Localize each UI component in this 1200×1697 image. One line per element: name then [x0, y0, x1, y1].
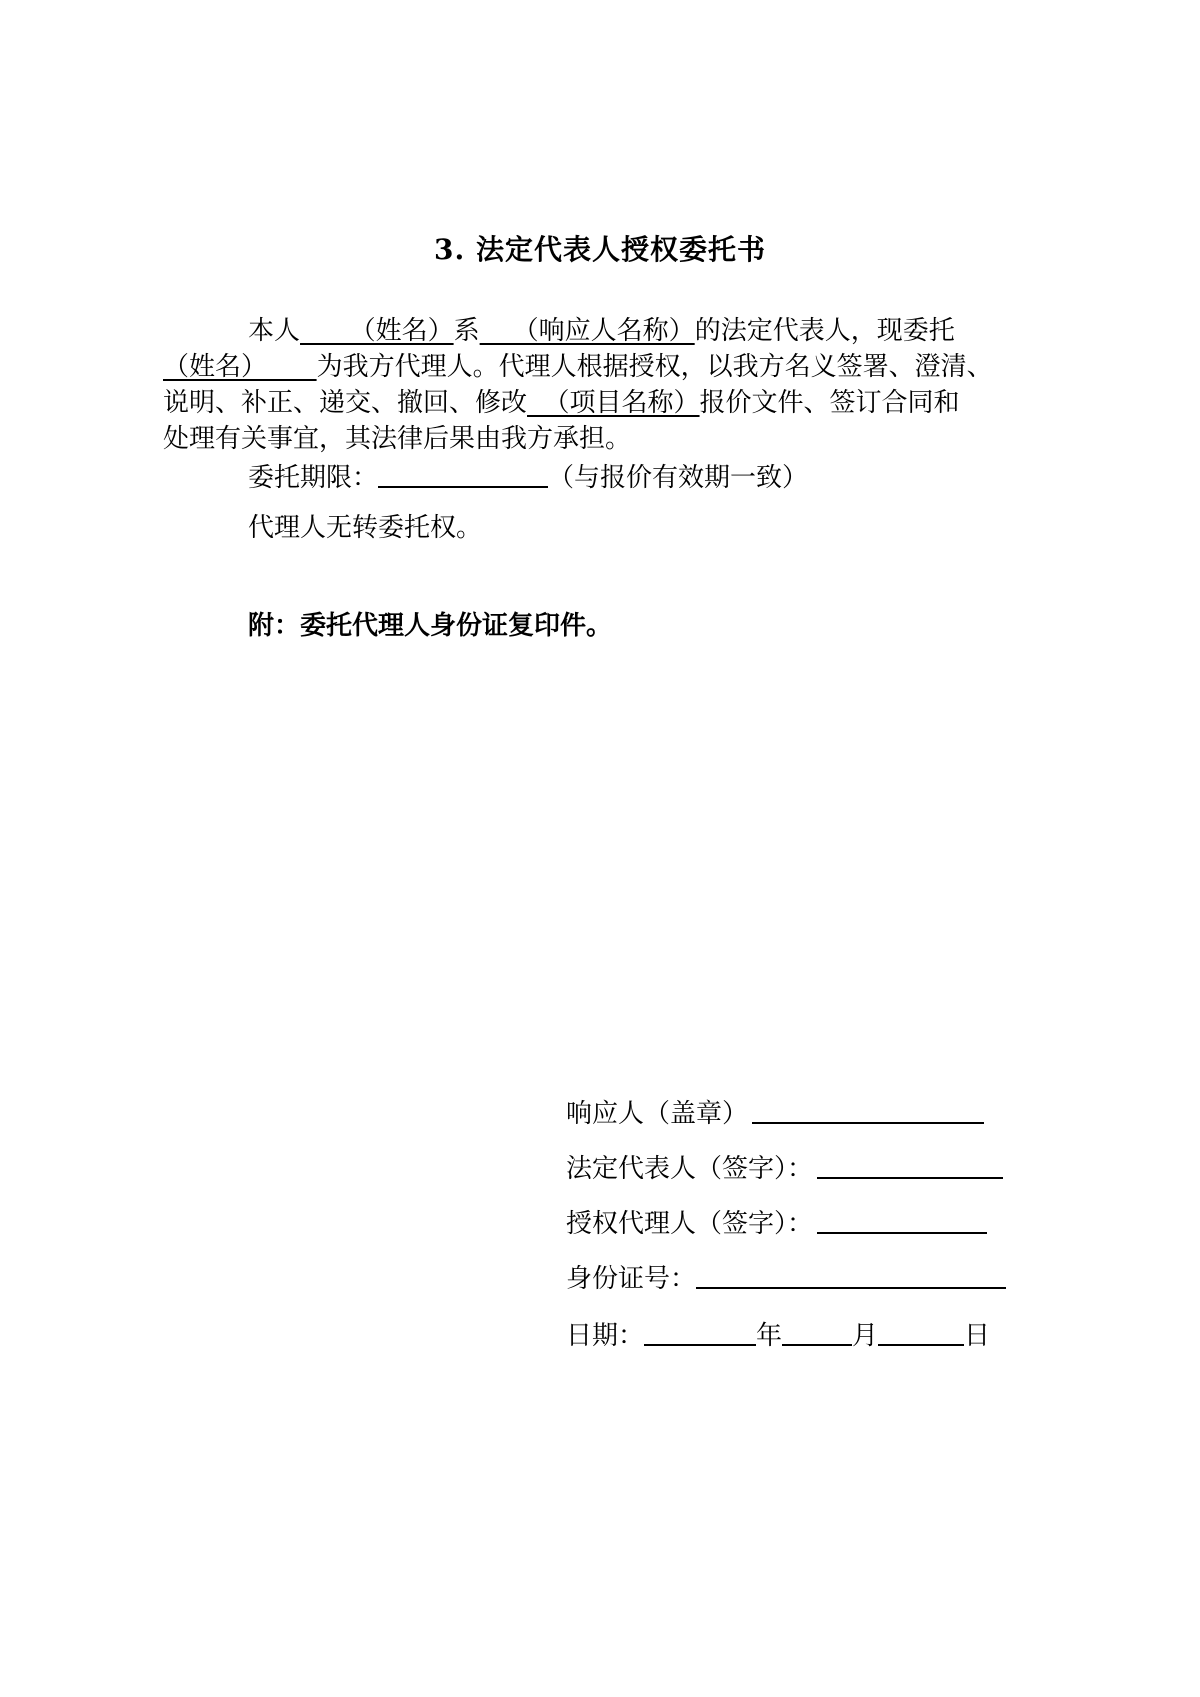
- day-label: 日: [964, 1321, 991, 1351]
- month-blank: [782, 1318, 852, 1346]
- agent-sign-line: [566, 1206, 987, 1242]
- date-line: [566, 1318, 990, 1354]
- responder-blank: [752, 1096, 984, 1124]
- id-number-blank: [696, 1261, 1006, 1289]
- date-label: 日期：: [566, 1321, 645, 1351]
- term-line: [248, 460, 808, 496]
- responder-name-blank: （响应人名称）: [479, 316, 695, 346]
- name-blank: （姓名）: [300, 316, 454, 346]
- text: 报价文件、签订合同和: [699, 388, 960, 418]
- year-label: 年: [756, 1321, 783, 1351]
- para1-line3: [163, 385, 960, 421]
- text: 系: [453, 316, 480, 346]
- term-label: 委托期限：: [248, 463, 379, 493]
- document-title: 3. 法定代表人授权委托书: [434, 233, 766, 266]
- id-number-label: 身份证号：: [566, 1264, 697, 1294]
- agent-label: 授权代理人（签字）：: [566, 1209, 814, 1239]
- term-note: （与报价有效期一致）: [548, 463, 809, 493]
- agent-name-blank: （姓名）: [163, 352, 317, 382]
- id-number-line: [566, 1261, 1006, 1297]
- text: 说明、补正、递交、撤回、修改: [163, 388, 528, 418]
- day-blank: [878, 1318, 964, 1346]
- term-blank: [378, 460, 548, 488]
- year-blank: [644, 1318, 756, 1346]
- responder-label: 响应人（盖章）: [566, 1099, 749, 1129]
- para1-line4: 处理有关事宜，其法律后果由我方承担。: [163, 424, 632, 454]
- attachment-note: 附：委托代理人身份证复印件。: [248, 611, 613, 641]
- legal-rep-sign-line: [566, 1151, 1003, 1187]
- month-label: 月: [852, 1321, 879, 1351]
- legal-rep-blank: [817, 1151, 1003, 1179]
- text: 为我方代理人。代理人根据授权，以我方名义签署、澄清、: [316, 352, 993, 382]
- para1-line1: [248, 313, 955, 349]
- agent-blank: [817, 1206, 987, 1234]
- text: 的法定代表人，现委托: [694, 316, 955, 346]
- para1-line2: [163, 349, 993, 385]
- project-name-blank: （项目名称）: [527, 388, 700, 418]
- text: 本人: [248, 316, 301, 346]
- legal-rep-label: 法定代表人（签字）：: [566, 1154, 814, 1184]
- responder-seal-line: [566, 1096, 984, 1132]
- no-subdelegation: 代理人无转委托权。: [248, 513, 483, 543]
